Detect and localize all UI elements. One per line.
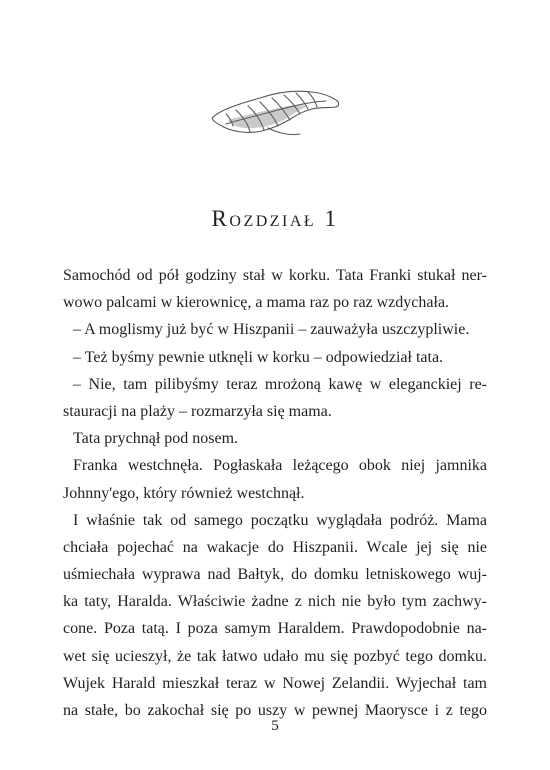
text-line: – Też byśmy pewnie utknęli w korku – odpowiedział tata. (73, 348, 444, 366)
text-line: – Nie, tam pilibyśmy teraz mrożoną kawę w eleganckiej re- (73, 375, 487, 393)
text-line: na stałe, bo zakochał się po uszy w pewnej Maorysce i z tego (63, 702, 487, 719)
text-line: Johnny'ego, który również westchnął. (63, 484, 305, 502)
text-line: I właśnie tak od samego początku wyglądała podróż. Mama (73, 511, 487, 529)
text-line: – A moglismy już być w Hiszpanii – zauważyła uszczypliwie. (73, 321, 470, 339)
text-line: ka taty, Haralda. Właściwie żadne z nich nie było tym zachwy- (63, 593, 487, 611)
chapter-title: Rozdział 1 (211, 206, 339, 231)
text-line: Wujek Harald mieszkał teraz w Nowej Zelandii. Wyjechał tam (63, 674, 487, 692)
text-line: cone. Poza tatą. I poza samym Haraldem. Prawdopodobnie na- (63, 620, 487, 638)
text-line: stauracji na plaży – rozmarzyła się mama. (63, 402, 332, 420)
text-line: chciała pojechać na wakacje do Hiszpanii. Wcale jej się nie (63, 538, 487, 556)
text-line: Franka westchnęła. Pogłaskała leżącego obok niej jamnika (73, 457, 487, 475)
text-line: wowo palcami w kierownicę, a mama raz po raz wzdychała. (63, 294, 450, 312)
seashell-icon (208, 80, 342, 140)
page-number: 5 (271, 718, 279, 734)
text-line: Tata prychnął pod nosem. (73, 430, 239, 448)
text-line: uśmiechała wyprawa nad Bałtyk, do domku letniskowego wuj- (63, 566, 487, 584)
text-line: Samochód od pół godziny stał w korku. Tata Franki stukał ner- (63, 267, 487, 284)
text-line: wet się ucieszył, że tak łatwo udało mu się pozbyć tego domku. (63, 647, 487, 665)
body-text (63, 262, 487, 724)
